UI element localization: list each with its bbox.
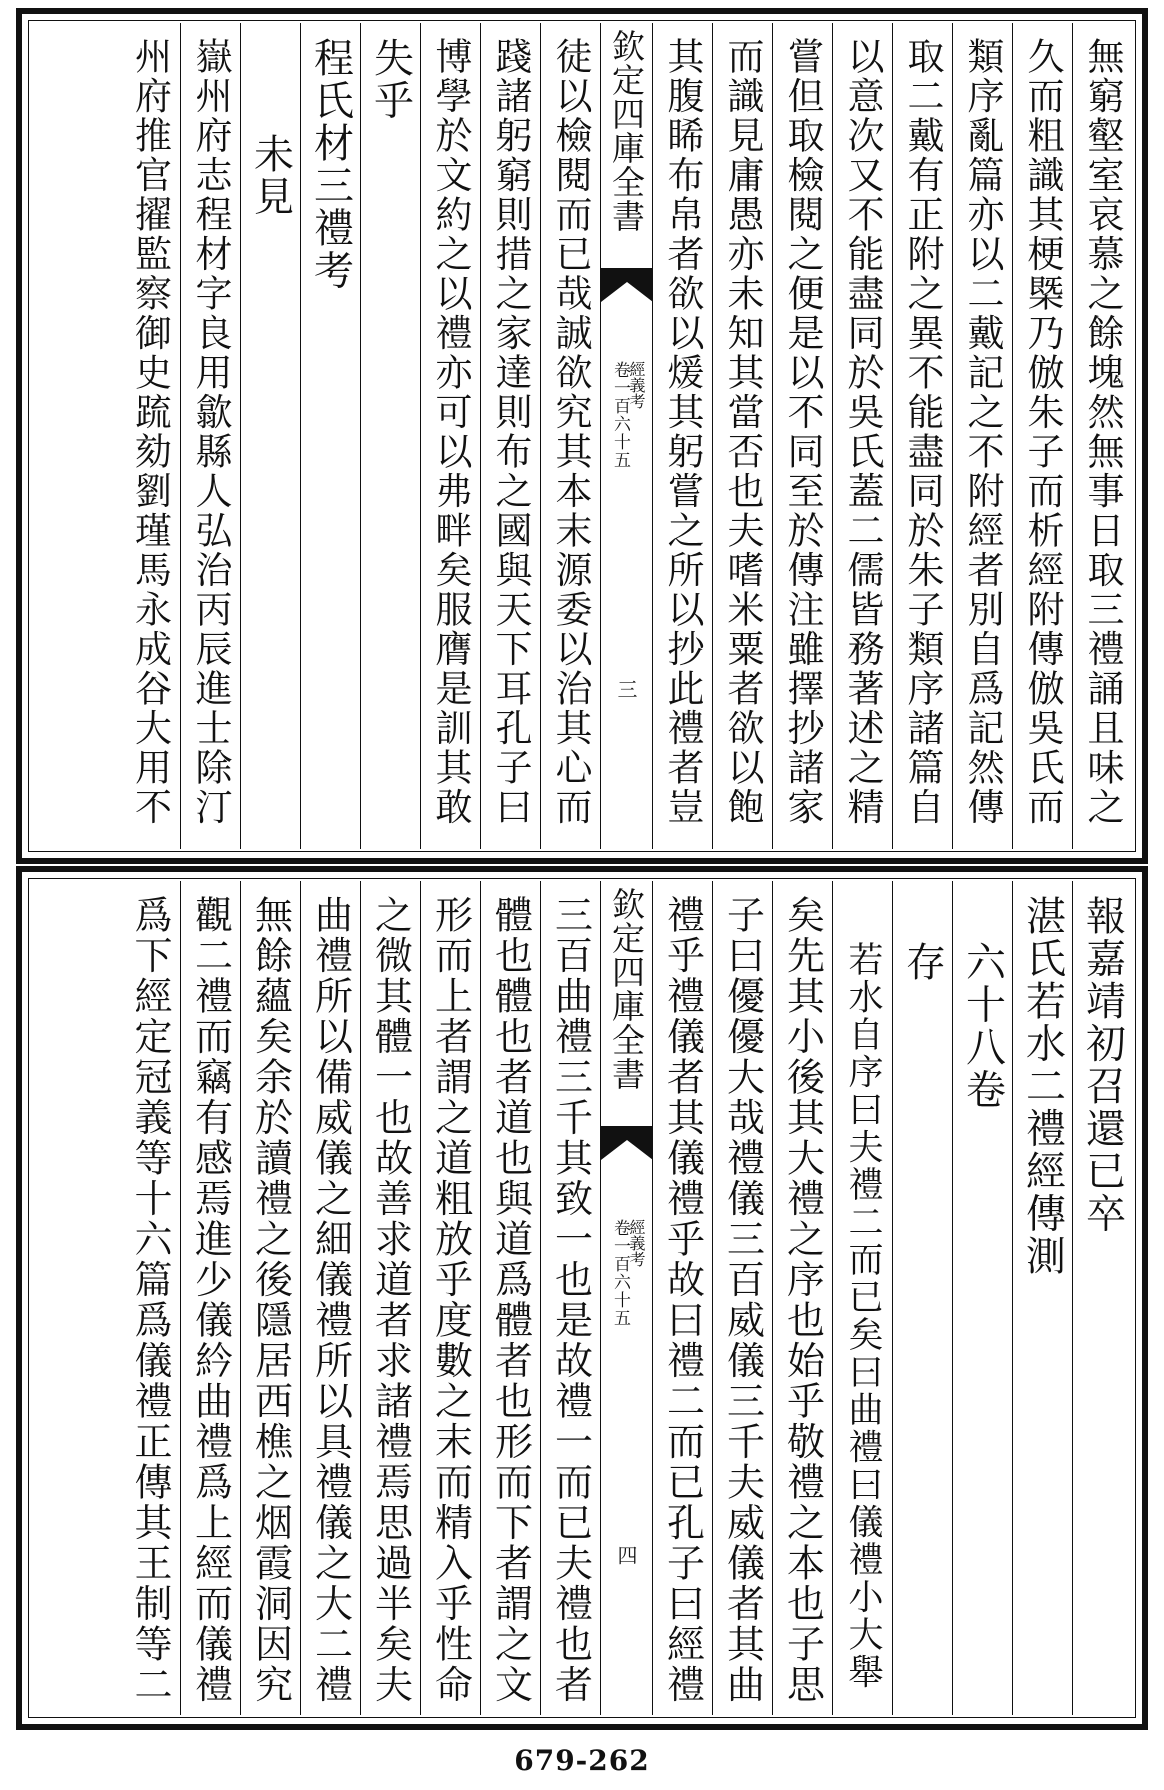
text-column: 嶽州府志程材字良用歙縣人弘治丙辰進士除汀 <box>180 23 240 849</box>
text-column: 爲下經定冠義等十六篇爲儀禮正傳其王制等二 <box>128 895 172 1705</box>
text-column: 取二戴有正附之異不能盡同於朱子類序諸篇自 <box>892 23 952 849</box>
folio-number: 三 <box>614 679 638 699</box>
text-column: 類序亂篇亦以二戴記之不附經者別自爲記然傳 <box>952 23 1012 849</box>
text-column: 以意次又不能盡同於吳氏蓋二儒皆務著述之精 <box>832 23 892 849</box>
fish-tail-mark <box>601 1126 652 1160</box>
text-column: 觀二禮而竊有感焉進少儀紟曲禮爲上經而儀禮 <box>180 881 240 1715</box>
text-column: 程氏材三禮考 <box>300 23 360 849</box>
chapter-number: 卷一百六十五 <box>610 1219 630 1327</box>
text-column: 體也體也者道也與道爲體者也形而下者謂之文 <box>480 881 540 1715</box>
top-page <box>16 8 1148 864</box>
book-title: 欽定四庫全書 <box>607 29 646 233</box>
text-column: 無窮壑室哀慕之餘塊然無事日取三禮誦且味之 <box>1072 23 1132 849</box>
chapter-number: 卷一百六十五 <box>610 361 630 469</box>
text-column: 三百曲禮三千其致一也是故禮一而已夫禮也者 <box>540 881 600 1715</box>
text-column: 其腹睎布帛者欲以煖其躬嘗之所以抄此禮者豈 <box>652 23 712 849</box>
text-column: 形而上者謂之道粗放乎度數之末而精入乎性命 <box>420 881 480 1715</box>
text-column: 博學於文約之以禮亦可以弗畔矣服膺是訓其敢 <box>420 23 480 849</box>
text-column: 子曰優優大哉禮儀三百威儀三千夫威儀者其曲 <box>712 881 772 1715</box>
section-title: 經義考 <box>627 1219 646 1267</box>
text-column: 存 <box>892 881 952 1715</box>
section-title: 經義考 <box>627 361 646 409</box>
top-columns <box>32 23 1132 849</box>
text-column: 徒以檢閱而已哉誠欲究其本末源委以治其心而 <box>540 23 600 849</box>
text-column: 湛氏若水二禮經傳測 <box>1012 881 1072 1715</box>
text-column: 報嘉靖初召還已卒 <box>1072 881 1132 1715</box>
bottom-columns <box>32 881 1132 1715</box>
text-column: 久而粗識其梗槩乃倣朱子而析經附傳倣吳氏而 <box>1012 23 1072 849</box>
text-column: 失乎 <box>360 23 420 849</box>
text-column: 之微其體一也故善求道者求諸禮焉思過半矣夫 <box>360 881 420 1715</box>
text-column: 曲禮所以備威儀之細儀禮所以具禮儀之大二禮 <box>300 881 360 1715</box>
bottom-page <box>16 866 1148 1730</box>
text-column: 未見 <box>240 23 300 849</box>
page-number-footer: 679-262 <box>514 1744 650 1777</box>
text-column: 六十八卷 <box>952 881 1012 1715</box>
text-column: 若水自序曰夫禮二而已矣曰曲禮曰儀禮小大舉 <box>832 881 892 1715</box>
text-column: 踐諸躬窮則措之家達則布之國與天下耳孔子曰 <box>480 23 540 849</box>
text-column: 州府推官擢監察御史䟽劾劉瑾馬永成谷大用不 <box>128 37 172 827</box>
text-column: 無餘蘊矣余於讀禮之後隱居西樵之烟霞洞因究 <box>240 881 300 1715</box>
center-margin <box>600 881 652 1715</box>
folio-number: 四 <box>614 1545 638 1565</box>
text-column: 而識見庸愚亦未知其當否也夫嗜米粟者欲以飽 <box>712 23 772 849</box>
text-column: 禮乎禮儀者其儀禮乎故曰禮二而已孔子曰經禮 <box>652 881 712 1715</box>
fish-tail-mark <box>601 268 652 302</box>
book-title: 欽定四庫全書 <box>607 887 646 1091</box>
text-column: 嘗但取檢閱之便是以不同至於傳注雖擇抄諸家 <box>772 23 832 849</box>
text-column: 矣先其小後其大禮之序也始乎敬禮之本也子思 <box>772 881 832 1715</box>
center-margin <box>600 23 652 849</box>
